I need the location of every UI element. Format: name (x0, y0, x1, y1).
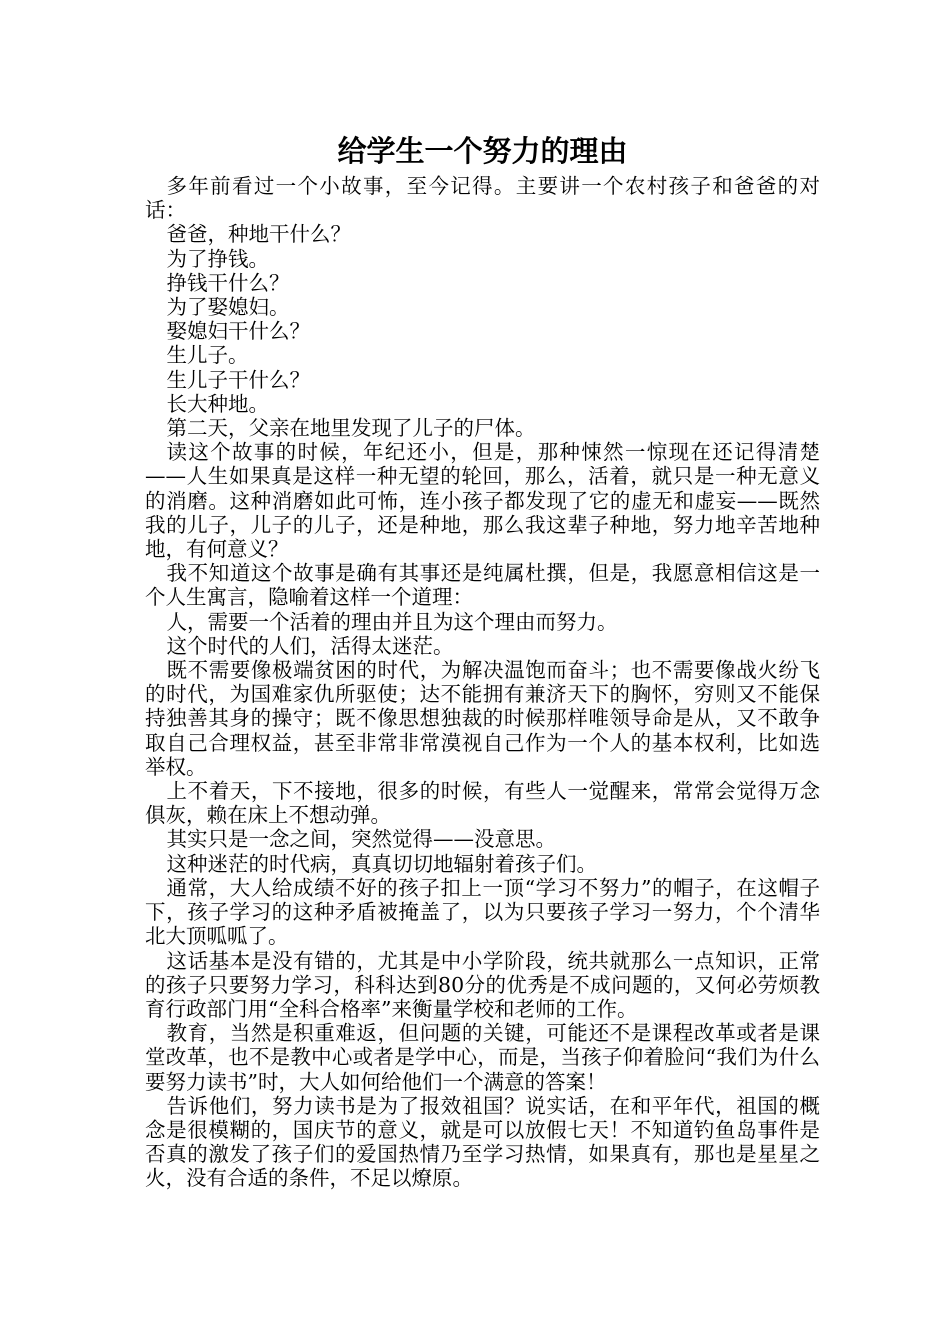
paragraph: 我不知道这个故事是确有其事还是纯属杜撰，但是，我愿意相信这是一个人生寓言，隐喻着这样一个道理： (145, 561, 820, 610)
paragraph: 爸爸，种地干什么？ (166, 222, 352, 247)
paragraph: 第二天，父亲在地里发现了儿子的尸体。 (166, 416, 536, 441)
document-page (145, 128, 820, 1191)
paragraph: 既不需要像极端贫困的时代，为解决温饱而奋斗；也不需要像战火纷飞的时代，为国难家仇所驱使；达不能拥有兼济天下的胸怀，穷则又不能保持独善其身的操守；既不像思想独裁的时候那样唯领导命是从，又不敢争取自己合理权益，甚至非常非常漠视自己作为一个人的基本权利，比如选举权。 (145, 658, 820, 779)
paragraph: 为了娶媳妇。 (166, 295, 290, 320)
paragraph: 这个时代的人们，活得太迷茫。 (166, 633, 454, 658)
paragraph: 娶媳妇干什么？ (166, 319, 311, 344)
paragraph: 多年前看过一个小故事，至今记得。主要讲一个农村孩子和爸爸的对话： (145, 174, 820, 223)
paragraph: 通常，大人给成绩不好的孩子扣上一顶“学习不努力”的帽子，在这帽子下，孩子学习的这种矛盾被掩盖了，以为只要孩子学习一努力，个个清华北大顶呱呱了。 (145, 875, 820, 949)
paragraph: 生儿子干什么？ (166, 367, 311, 392)
paragraph: 这种迷茫的时代病，真真切切地辐射着孩子们。 (166, 851, 598, 876)
paragraph: 为了挣钱。 (166, 246, 270, 271)
paragraph: 教育，当然是积重难返，但问题的关键，可能还不是课程改革或者是课堂改革，也不是教中心或者是学中心，而是，当孩子仰着脸问“我们为什么要努力读书”时，大人如何给他们一个满意的答案！ (145, 1021, 820, 1094)
paragraph: 人，需要一个活着的理由并且为这个理由而努力。 (166, 609, 618, 634)
paragraph: 生儿子。 (166, 343, 249, 368)
paragraph: 上不着天，下不接地，很多的时候，有些人一觉醒来，常常会觉得万念俱灰，赖在床上不想动弹。 (145, 779, 820, 828)
paragraph: 告诉他们，努力读书是为了报效祖国？说实话，在和平年代，祖国的概念是很模糊的，国庆节的意义，就是可以放假七天！不知道钓鱼岛事件是否真的激发了孩子们的爱国热情乃至学习热情，如果真有，那也是星星之火，没有合适的条件，不足以燎原。 (145, 1093, 820, 1191)
paragraph: 长大种地。 (166, 391, 270, 416)
document-body (145, 174, 820, 1191)
document-title: 给学生一个努力的理由 (337, 134, 628, 168)
paragraph: 这话基本是没有错的，尤其是中小学阶段，统共就那么一点知识，正常的孩子只要努力学习，科科达到80分的优秀是不成问题的，又何必劳烦教育行政部门用“全科合格率”来衡量学校和老师的工作。 (145, 948, 820, 1021)
paragraph: 读这个故事的时候，年纪还小，但是，那种悚然一惊现在还记得清楚——人生如果真是这样一种无望的轮回，那么，活着，就只是一种无意义的消磨。这种消磨如此可怖，连小孩子都发现了它的虚无和虚妄——既然我的儿子，儿子的儿子，还是种地，那么我这辈子种地，努力地辛苦地种地，有何意义？ (145, 440, 820, 562)
paragraph: 其实只是一念之间，突然觉得——没意思。 (166, 827, 557, 852)
paragraph: 挣钱干什么？ (166, 270, 290, 295)
